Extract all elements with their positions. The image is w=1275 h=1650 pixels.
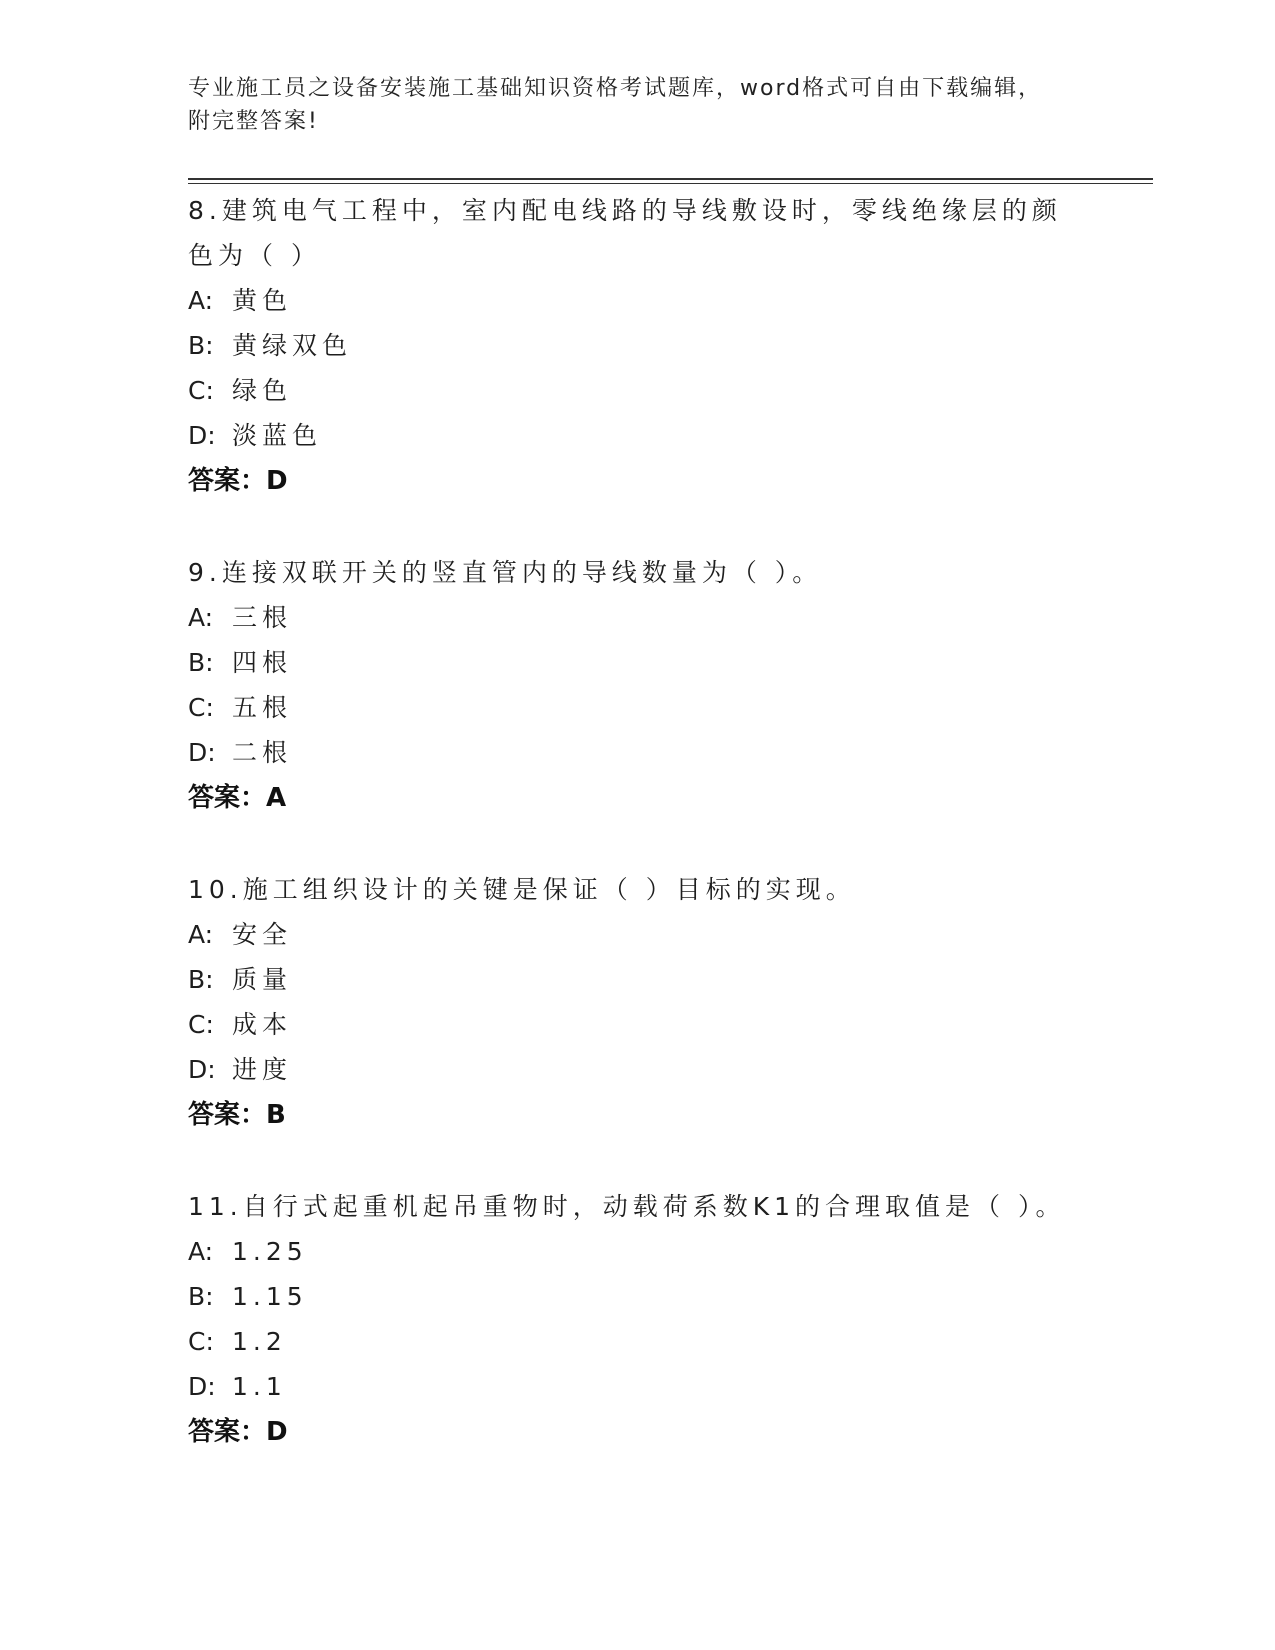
option-a <box>188 595 1148 640</box>
option-c <box>188 685 1148 730</box>
option-key: C: <box>188 1327 214 1356</box>
option-value: 黄色 <box>232 286 293 315</box>
option-d <box>188 1364 1148 1409</box>
option-value: 二根 <box>232 738 293 767</box>
option-value: 三根 <box>232 603 293 632</box>
option-value: 安全 <box>232 920 293 949</box>
question-text: 10.施工组织设计的关键是保证（ ）目标的实现。 <box>188 875 856 904</box>
option-value: 四根 <box>232 648 293 677</box>
option-value: 1.1 <box>232 1372 287 1401</box>
option-key: A: <box>188 286 214 315</box>
option-b <box>188 323 1148 368</box>
question-text: 8.建筑电气工程中，室内配电线路的导线敷设时，零线绝缘层的颜色为（ ） <box>188 196 1062 270</box>
option-value: 成本 <box>232 1010 293 1039</box>
option-value: 1.25 <box>232 1237 308 1266</box>
option-c <box>188 368 1148 413</box>
option-value: 黄绿双色 <box>232 331 353 360</box>
option-a <box>188 912 1148 957</box>
answer-label: 答案：A <box>188 783 287 813</box>
option-key: B: <box>188 1282 214 1311</box>
question-text: 9.连接双联开关的竖直管内的导线数量为（ ）。 <box>188 558 823 587</box>
option-key: D: <box>188 1055 216 1084</box>
option-value: 质量 <box>232 965 293 994</box>
option-key: C: <box>188 693 214 722</box>
document-header <box>188 72 1088 138</box>
header-divider-thin <box>188 183 1153 184</box>
option-c <box>188 1319 1148 1364</box>
answer-label: 答案：D <box>188 466 288 496</box>
option-key: C: <box>188 376 214 405</box>
option-value: 进度 <box>232 1055 293 1084</box>
option-c <box>188 1002 1148 1047</box>
header-divider-thick <box>188 178 1153 180</box>
option-key: A: <box>188 920 214 949</box>
option-value: 1.15 <box>232 1282 308 1311</box>
question-text: 11.自行式起重机起吊重物时，动载荷系数K1的合理取值是（ ）。 <box>188 1192 1066 1221</box>
option-key: A: <box>188 1237 214 1266</box>
option-value: 淡蓝色 <box>232 421 323 450</box>
option-key: C: <box>188 1010 214 1039</box>
option-key: A: <box>188 603 214 632</box>
option-a <box>188 278 1148 323</box>
header-line-1: 专业施工员之设备安装施工基础知识资格考试题库，word格式可自由下载编辑， <box>188 76 1043 101</box>
question-11 <box>188 1184 1148 1455</box>
option-key: B: <box>188 648 214 677</box>
option-d <box>188 730 1148 775</box>
question-list <box>188 188 1148 1501</box>
option-value: 1.2 <box>232 1327 287 1356</box>
option-b <box>188 640 1148 685</box>
option-key: B: <box>188 331 214 360</box>
answer-label: 答案：D <box>188 1417 288 1447</box>
option-key: D: <box>188 1372 216 1401</box>
option-d <box>188 413 1148 458</box>
question-9 <box>188 550 1148 821</box>
option-b <box>188 1274 1148 1319</box>
option-key: D: <box>188 421 216 450</box>
question-10 <box>188 867 1148 1138</box>
option-value: 五根 <box>232 693 293 722</box>
option-key: D: <box>188 738 216 767</box>
option-a <box>188 1229 1148 1274</box>
option-d <box>188 1047 1148 1092</box>
option-value: 绿色 <box>232 376 293 405</box>
option-b <box>188 957 1148 1002</box>
answer-label: 答案：B <box>188 1100 286 1130</box>
header-line-2: 附完整答案! <box>188 109 319 134</box>
question-8 <box>188 188 1148 504</box>
option-key: B: <box>188 965 214 994</box>
